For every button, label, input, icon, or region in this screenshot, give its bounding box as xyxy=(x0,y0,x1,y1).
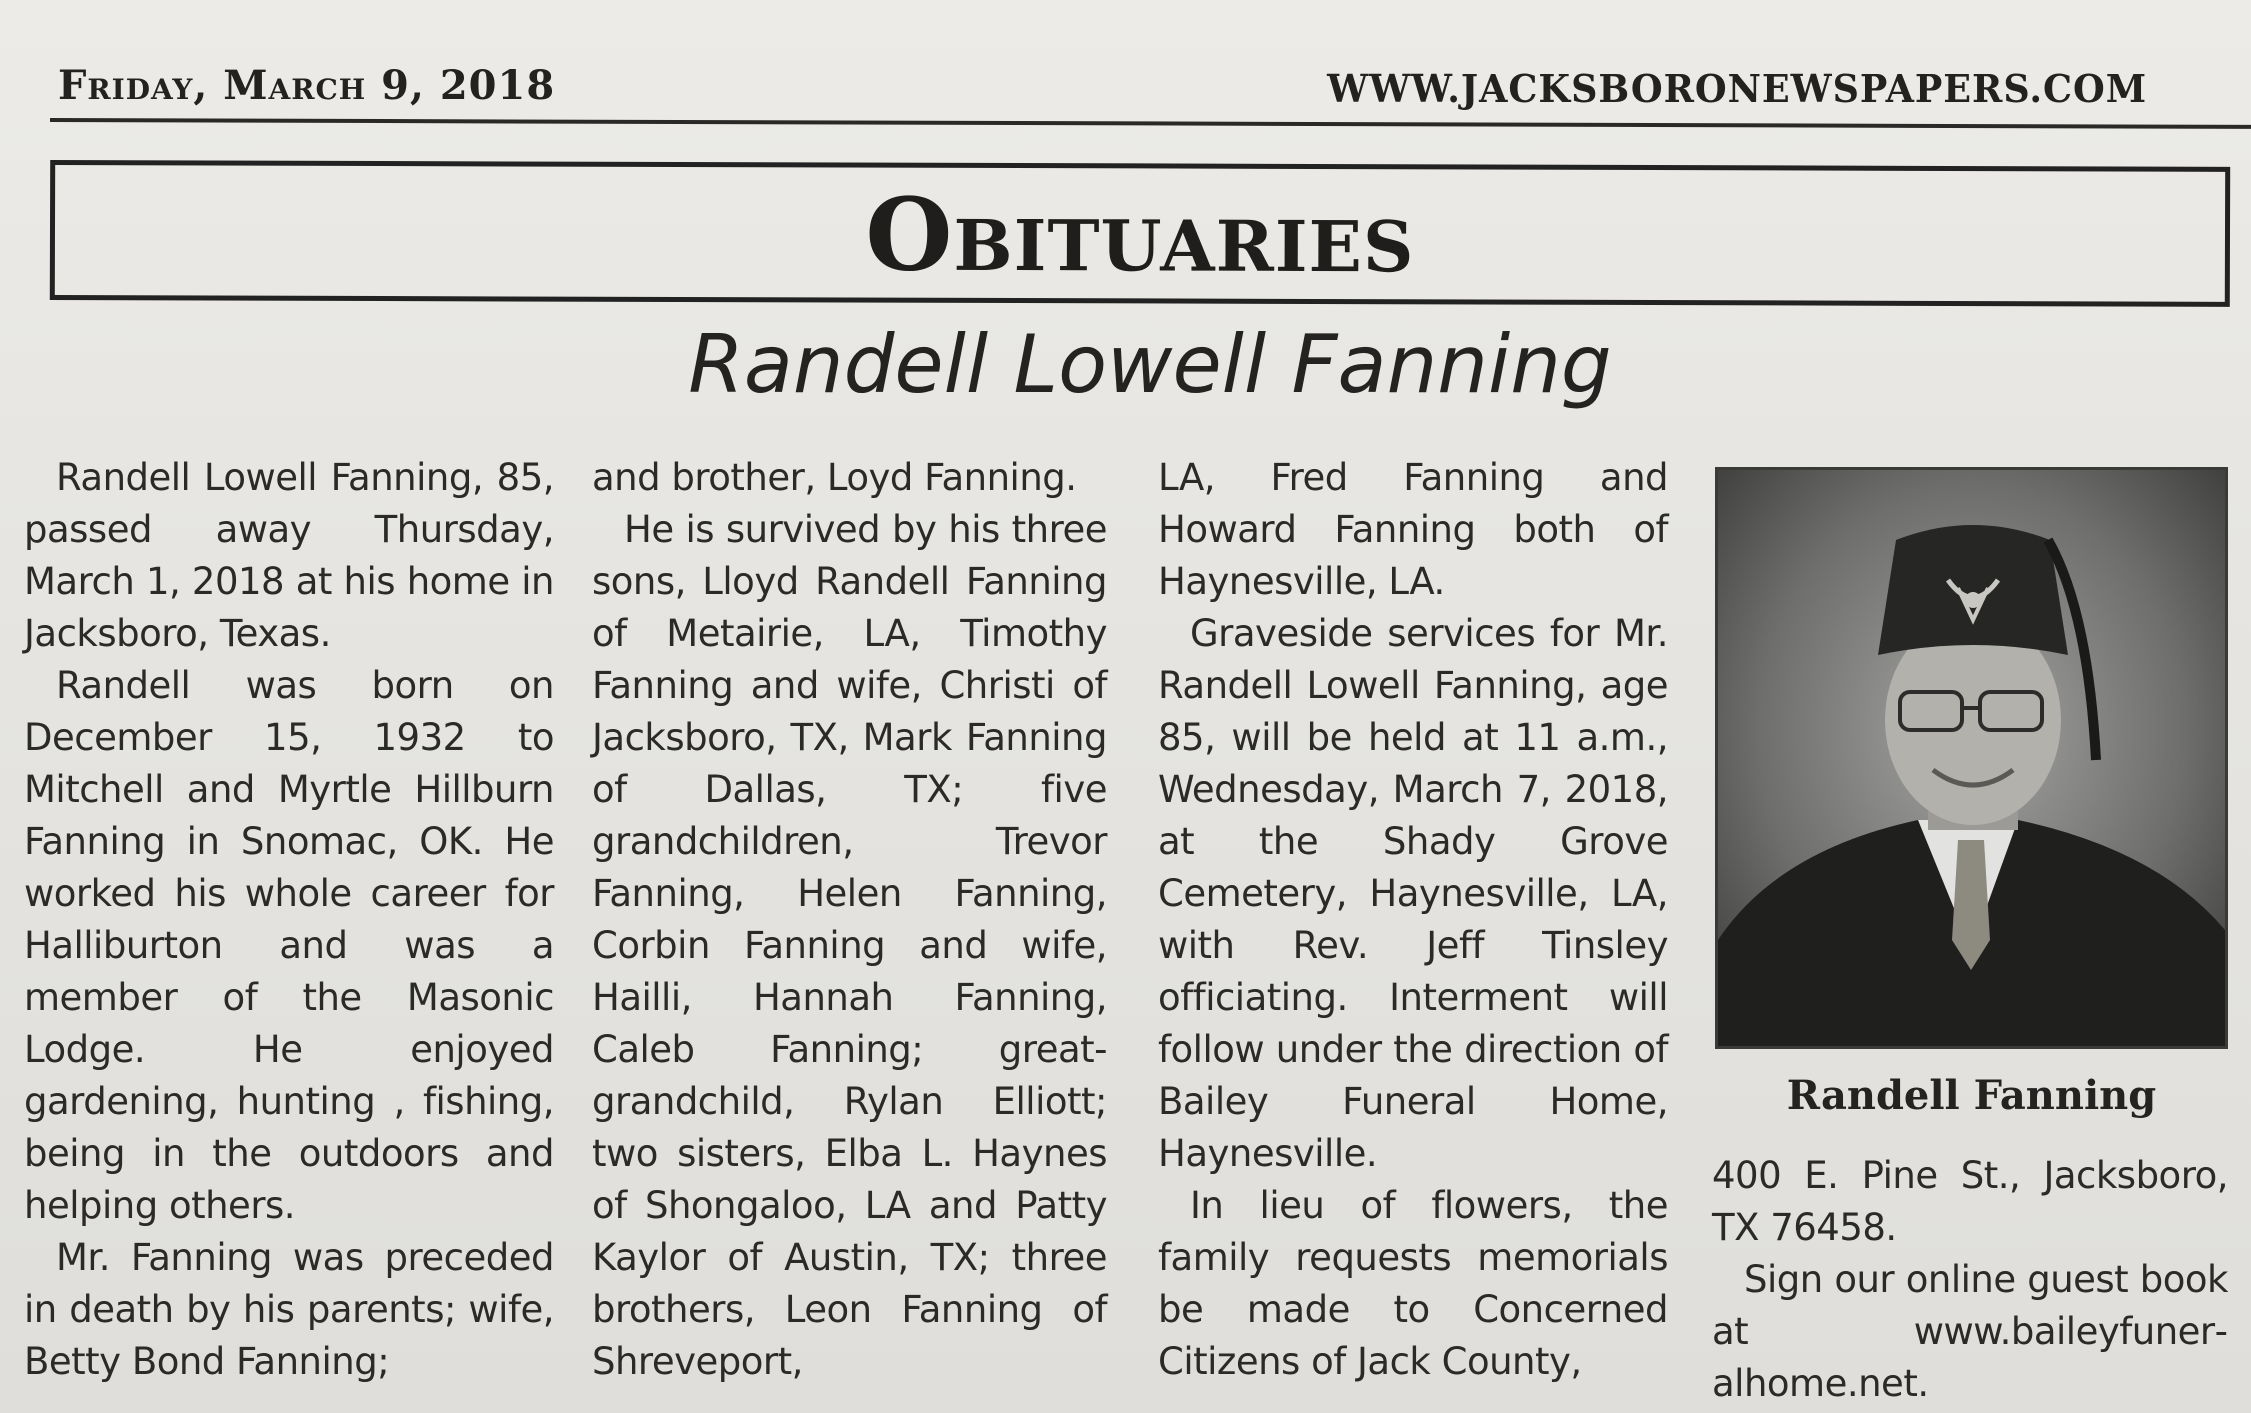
header-rule xyxy=(50,118,2251,129)
issue-date: Friday, March 9, 2018 xyxy=(58,62,556,109)
article-column-3 xyxy=(1158,452,1668,1388)
paragraph: and brother, Loyd Fanning. xyxy=(592,456,1077,499)
portrait-illustration xyxy=(1718,470,2225,1046)
article-column-1 xyxy=(24,452,554,1388)
paragraph: Mr. Fanning was preceded in death by his parents; wife, Betty Bond Fanning; xyxy=(24,1236,554,1383)
paragraph: Randell Lowell Fanning, 85, passed away Thursday, March 1, 2018 at his home in Jacksboro, Texas. xyxy=(24,456,554,655)
paragraph: 400 E. Pine St., Jacksboro, TX 76458. xyxy=(1712,1154,2228,1249)
newspaper-website: WWW.JACKSBORONEWSPAPERS.COM xyxy=(1327,66,2147,111)
portrait-photo xyxy=(1715,467,2228,1049)
paragraph: In lieu of flowers, the family requests memorials be made to Concerned Citizens of Jack County, xyxy=(1158,1184,1668,1383)
article-column-4 xyxy=(1712,1150,2228,1410)
paragraph: He is survived by his three sons, Lloyd Randell Fanning of Metairie, LA, Timothy Fanning and wife, Christi of Jacksboro, TX, Mark Fanning of Dallas, TX; five grandchildren, Trevor Fanning, Helen Fanning, Corbin Fanning and wife, Hailli, Hannah Fanning, Caleb Fanning; great-grandchild, Rylan Elliott; two sisters, Elba L. Haynes of Shongaloo, LA and Patty Kaylor of Austin, TX; three brothers, Leon Fanning of Shreveport, xyxy=(592,508,1107,1383)
article-column-2 xyxy=(592,452,1107,1388)
paragraph: Sign our online guest book at www.baileyfuneralhome.net. xyxy=(1712,1258,2228,1405)
paragraph: Randell was born on December 15, 1932 to Mitchell and Myrtle Hillburn Fanning in Snomac, OK. He worked his whole career for Halliburton and was a member of the Masonic Lodge. He enjoyed gardening, hunting , fishing, being in the outdoors and helping others. xyxy=(24,664,554,1227)
section-title: Obituaries xyxy=(865,175,1415,296)
photo-caption: Randell Fanning xyxy=(1786,1072,2157,1119)
obituary-headline: Randell Lowell Fanning xyxy=(688,318,1612,411)
paragraph: Graveside services for Mr. Randell Lowell Fanning, age 85, will be held at 11 a.m., Wednesday, March 7, 2018, at the Shady Grove Cemetery, Haynesville, LA, with Rev. Jeff Tinsley officiating. Interment will follow under the direction of Bailey Funeral Home, Haynesville. xyxy=(1158,612,1668,1175)
paragraph: LA, Fred Fanning and Howard Fanning both of Haynesville, LA. xyxy=(1158,456,1668,603)
section-banner xyxy=(50,160,2230,307)
